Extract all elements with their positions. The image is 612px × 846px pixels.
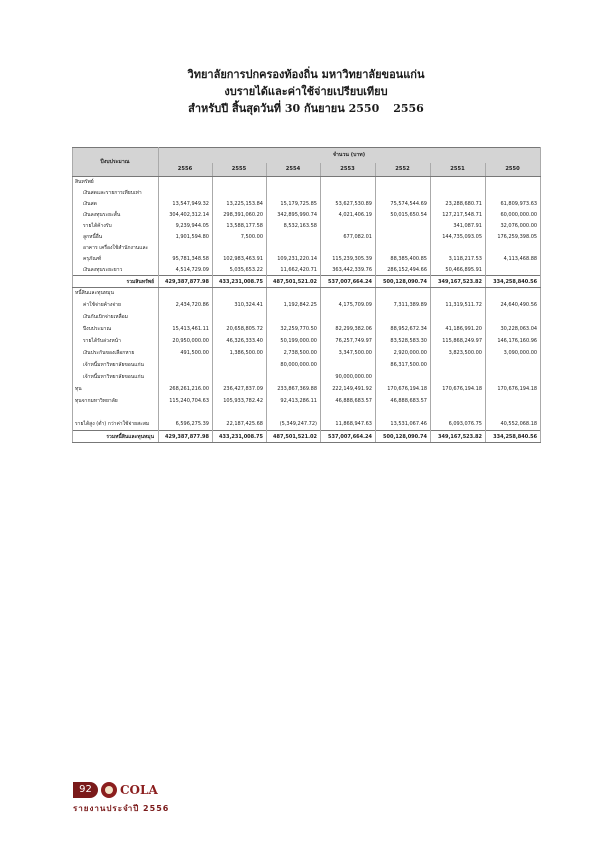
value-cell: 11,868,947.63 xyxy=(321,419,376,431)
section-heading-liabilities xyxy=(73,288,541,299)
value-cell: 92,413,286.11 xyxy=(267,395,321,407)
year-header: 2554 xyxy=(267,163,321,177)
value-cell: 222,149,491.92 xyxy=(321,383,376,395)
table-body xyxy=(73,177,541,443)
annual-report-caption: รายงานประจำปี 2556 xyxy=(73,804,170,813)
value-cell xyxy=(267,243,321,254)
table-row xyxy=(73,210,541,221)
value-cell: 76,257,749.97 xyxy=(321,335,376,347)
value-cell: 13,531,067.46 xyxy=(376,419,431,431)
value-cell xyxy=(486,177,541,188)
value-cell: 30,228,063.04 xyxy=(486,323,541,335)
row-label: ปีงบประมาณ xyxy=(73,323,159,335)
value-cell: 40,552,068.18 xyxy=(486,419,541,431)
value-cell: 334,258,840.56 xyxy=(486,276,541,288)
value-cell: 334,258,840.56 xyxy=(486,431,541,443)
value-cell xyxy=(213,311,267,323)
value-cell: 1,386,500.00 xyxy=(213,347,267,359)
value-cell xyxy=(267,288,321,299)
value-cell: 82,299,382.06 xyxy=(321,323,376,335)
value-cell: 491,500.00 xyxy=(159,347,213,359)
value-cell: 60,000,000.00 xyxy=(486,210,541,221)
value-cell xyxy=(159,407,213,419)
row-label: เจ้าหนี้มหาวิทยาลัยขอนแก่น xyxy=(73,359,159,371)
report-title xyxy=(0,66,612,117)
value-cell: 3,823,500.00 xyxy=(431,347,486,359)
value-cell: 32,259,770.50 xyxy=(267,323,321,335)
column-header-fiscal-year: ปีงบประมาณ xyxy=(73,148,159,177)
value-cell: 170,676,194.18 xyxy=(431,383,486,395)
value-cell: 349,167,523.82 xyxy=(431,276,486,288)
value-cell xyxy=(321,311,376,323)
value-cell: 115,240,704.63 xyxy=(159,395,213,407)
table-row xyxy=(73,265,541,276)
value-cell xyxy=(486,371,541,383)
value-cell: 4,021,406.19 xyxy=(321,210,376,221)
value-cell xyxy=(486,407,541,419)
row-label: เงินสดและรายการเทียบเท่า xyxy=(73,188,159,199)
value-cell: 50,199,000.00 xyxy=(267,335,321,347)
value-cell xyxy=(321,407,376,419)
value-cell: 429,387,877.98 xyxy=(159,431,213,443)
value-cell xyxy=(431,177,486,188)
surplus-row xyxy=(73,419,541,431)
value-cell: 80,000,000.00 xyxy=(267,359,321,371)
row-label: รวมหนี้สินและทุนหมุน xyxy=(73,431,159,443)
value-cell xyxy=(159,311,213,323)
value-cell: 500,128,090.74 xyxy=(376,431,431,443)
value-cell xyxy=(321,177,376,188)
table-row xyxy=(73,188,541,199)
row-label: ค่าใช้จ่ายค้างจ่าย xyxy=(73,299,159,311)
row-label: รายได้ค้างรับ xyxy=(73,221,159,232)
value-cell xyxy=(213,371,267,383)
value-cell: 53,627,530.89 xyxy=(321,199,376,210)
value-cell xyxy=(486,265,541,276)
value-cell: 11,662,420.71 xyxy=(267,265,321,276)
value-cell: 75,574,544.69 xyxy=(376,199,431,210)
value-cell xyxy=(486,311,541,323)
value-cell: 537,007,664.24 xyxy=(321,276,376,288)
financial-statement-table xyxy=(72,147,541,443)
value-cell: 50,466,895.91 xyxy=(431,265,486,276)
value-cell: 88,385,400.85 xyxy=(376,254,431,265)
value-cell xyxy=(213,177,267,188)
value-cell xyxy=(267,311,321,323)
value-cell: 2,434,720.86 xyxy=(159,299,213,311)
value-cell xyxy=(321,188,376,199)
value-cell: 61,809,973.63 xyxy=(486,199,541,210)
value-cell xyxy=(159,177,213,188)
value-cell xyxy=(213,359,267,371)
value-cell xyxy=(159,371,213,383)
table-row xyxy=(73,221,541,232)
value-cell xyxy=(376,232,431,243)
fund-row xyxy=(73,383,541,395)
table-row xyxy=(73,335,541,347)
title-period: สำหรับปี สิ้นสุดวันที่ 30 กันยายน 2550 xyxy=(188,102,380,115)
table-row xyxy=(73,232,541,243)
value-cell: 4,113,468.88 xyxy=(486,254,541,265)
value-cell xyxy=(159,243,213,254)
value-cell: 46,326,333.40 xyxy=(213,335,267,347)
value-cell xyxy=(431,288,486,299)
year-header: 2550 xyxy=(486,163,541,177)
value-cell: 20,658,805.72 xyxy=(213,323,267,335)
value-cell xyxy=(267,188,321,199)
value-cell: 3,090,000.00 xyxy=(486,347,541,359)
value-cell xyxy=(376,177,431,188)
value-cell: 286,152,494.66 xyxy=(376,265,431,276)
value-cell: 83,528,583.30 xyxy=(376,335,431,347)
value-cell xyxy=(159,359,213,371)
row-label: สินทรัพย์ xyxy=(73,177,159,188)
value-cell: 109,231,220.14 xyxy=(267,254,321,265)
value-cell xyxy=(431,243,486,254)
value-cell xyxy=(267,177,321,188)
value-cell: 487,501,521.02 xyxy=(267,431,321,443)
value-cell: 342,895,990.74 xyxy=(267,210,321,221)
value-cell: 95,781,348.58 xyxy=(159,254,213,265)
table-row xyxy=(73,371,541,383)
value-cell xyxy=(376,243,431,254)
value-cell: 341,087.91 xyxy=(431,221,486,232)
value-cell: 363,442,339.76 xyxy=(321,265,376,276)
column-header-amount: จำนวน (บาท) xyxy=(159,148,541,163)
value-cell: 144,735,093.05 xyxy=(431,232,486,243)
value-cell: 115,868,249.97 xyxy=(431,335,486,347)
value-cell xyxy=(267,371,321,383)
row-label: เงินกันเบิกจ่ายเหลื่อม xyxy=(73,311,159,323)
value-cell: 13,588,177.58 xyxy=(213,221,267,232)
value-cell xyxy=(267,407,321,419)
value-cell: 24,640,490.56 xyxy=(486,299,541,311)
value-cell xyxy=(321,359,376,371)
value-cell: 429,387,877.98 xyxy=(159,276,213,288)
value-cell xyxy=(321,221,376,232)
table-row xyxy=(73,299,541,311)
value-cell xyxy=(213,188,267,199)
row-label: เงินประกันของเลือกหาย xyxy=(73,347,159,359)
table-row xyxy=(73,243,541,254)
value-cell: 6,093,076.75 xyxy=(431,419,486,431)
value-cell: 20,950,000.00 xyxy=(159,335,213,347)
value-cell: 677,082.01 xyxy=(321,232,376,243)
value-cell: 2,738,500.00 xyxy=(267,347,321,359)
table-row xyxy=(73,347,541,359)
value-cell xyxy=(486,288,541,299)
value-cell: 3,347,500.00 xyxy=(321,347,376,359)
year-header: 2556 xyxy=(159,163,213,177)
value-cell xyxy=(213,288,267,299)
value-cell xyxy=(431,311,486,323)
section-heading-assets xyxy=(73,177,541,188)
value-cell: 176,259,398.05 xyxy=(486,232,541,243)
value-cell xyxy=(376,221,431,232)
table-row xyxy=(73,323,541,335)
value-cell: 102,983,463.91 xyxy=(213,254,267,265)
table-row xyxy=(73,254,541,265)
table-row xyxy=(73,199,541,210)
value-cell: 304,402,312.14 xyxy=(159,210,213,221)
value-cell: 23,288,680.71 xyxy=(431,199,486,210)
value-cell xyxy=(159,288,213,299)
row-label: ทุนจากมหาวิทยาลัย xyxy=(73,395,159,407)
value-cell: 2,920,000.00 xyxy=(376,347,431,359)
value-cell: 15,413,461.11 xyxy=(159,323,213,335)
value-cell: 46,888,683.57 xyxy=(376,395,431,407)
title-line-1: วิทยาลัยการปกครองท้องถิ่น มหาวิทยาลัยขอนแก่น xyxy=(187,68,425,81)
value-cell: 4,514,729.09 xyxy=(159,265,213,276)
value-cell: 105,933,782.42 xyxy=(213,395,267,407)
year-header: 2555 xyxy=(213,163,267,177)
value-cell: 170,676,194.18 xyxy=(376,383,431,395)
table-row xyxy=(73,311,541,323)
value-cell xyxy=(486,359,541,371)
value-cell xyxy=(376,407,431,419)
value-cell xyxy=(321,288,376,299)
value-cell: 433,231,008.75 xyxy=(213,276,267,288)
value-cell: 11,319,511.72 xyxy=(431,299,486,311)
row-label: ลูกหนี้อื่น xyxy=(73,232,159,243)
value-cell: 13,225,153.84 xyxy=(213,199,267,210)
value-cell: 9,239,944.05 xyxy=(159,221,213,232)
title-line-2: งบรายได้และค่าใช้จ่ายเปรียบเทียบ xyxy=(224,85,388,98)
row-label: รายได้สูง (ต่ำ) กว่าค่าใช้จ่ายสะสม xyxy=(73,419,159,431)
value-cell: 41,186,991.20 xyxy=(431,323,486,335)
assets-total-row xyxy=(73,276,541,288)
value-cell: 127,217,548.71 xyxy=(431,210,486,221)
value-cell: 22,187,425.68 xyxy=(213,419,267,431)
row-label: ทุน xyxy=(73,383,159,395)
value-cell: 487,501,521.02 xyxy=(267,276,321,288)
row-label: รายได้รับล่วงหน้า xyxy=(73,335,159,347)
value-cell xyxy=(431,407,486,419)
value-cell: 1,901,594.80 xyxy=(159,232,213,243)
value-cell xyxy=(431,188,486,199)
value-cell xyxy=(213,407,267,419)
year-header: 2553 xyxy=(321,163,376,177)
row-label: หนี้สินและทุนหมุน xyxy=(73,288,159,299)
value-cell: 7,311,389.89 xyxy=(376,299,431,311)
value-cell xyxy=(431,395,486,407)
row-label: เงินลงทุนระยะสั้น xyxy=(73,210,159,221)
value-cell xyxy=(213,243,267,254)
spacer-row xyxy=(73,407,541,419)
cola-logo: COLA xyxy=(120,783,158,797)
value-cell xyxy=(486,188,541,199)
value-cell: 268,261,216.00 xyxy=(159,383,213,395)
value-cell: 8,532,163.58 xyxy=(267,221,321,232)
value-cell: 349,167,523.82 xyxy=(431,431,486,443)
value-cell xyxy=(267,232,321,243)
value-cell xyxy=(431,359,486,371)
value-cell: 500,128,090.74 xyxy=(376,276,431,288)
year-header: 2551 xyxy=(431,163,486,177)
value-cell: 310,324.41 xyxy=(213,299,267,311)
value-cell: 88,952,672.34 xyxy=(376,323,431,335)
value-cell: 115,239,305.39 xyxy=(321,254,376,265)
value-cell: (5,349,247.72) xyxy=(267,419,321,431)
row-label: เงินสด xyxy=(73,199,159,210)
value-cell xyxy=(321,243,376,254)
page-number: 92 xyxy=(73,782,98,798)
value-cell xyxy=(159,188,213,199)
value-cell: 236,427,837.09 xyxy=(213,383,267,395)
value-cell xyxy=(486,243,541,254)
value-cell xyxy=(376,288,431,299)
value-cell xyxy=(376,371,431,383)
value-cell: 6,596,275.39 xyxy=(159,419,213,431)
table-row xyxy=(73,359,541,371)
title-end-year: 2556 xyxy=(393,102,424,115)
university-seal-icon xyxy=(101,782,117,798)
value-cell: 50,015,650.54 xyxy=(376,210,431,221)
value-cell: 233,867,369.88 xyxy=(267,383,321,395)
row-label: อาคาร เครื่องใช้สำนักงานและ xyxy=(73,243,159,254)
value-cell: 4,175,709.09 xyxy=(321,299,376,311)
value-cell: 32,076,000.00 xyxy=(486,221,541,232)
value-cell: 46,888,683.57 xyxy=(321,395,376,407)
title-line-3 xyxy=(0,100,612,117)
value-cell xyxy=(486,395,541,407)
value-cell: 90,000,000.00 xyxy=(321,371,376,383)
value-cell xyxy=(376,311,431,323)
value-cell: 3,118,217.53 xyxy=(431,254,486,265)
value-cell: 433,231,008.75 xyxy=(213,431,267,443)
value-cell xyxy=(431,371,486,383)
row-label: ครุภัณฑ์ xyxy=(73,254,159,265)
row-label: เงินลงทุนระยะยาว xyxy=(73,265,159,276)
value-cell: 170,676,194.18 xyxy=(486,383,541,395)
row-label xyxy=(73,407,159,419)
value-cell xyxy=(376,188,431,199)
value-cell: 86,317,500.00 xyxy=(376,359,431,371)
value-cell: 537,007,664.24 xyxy=(321,431,376,443)
value-cell: 13,547,949.32 xyxy=(159,199,213,210)
liabilities-total-row xyxy=(73,431,541,443)
value-cell: 1,192,842.25 xyxy=(267,299,321,311)
value-cell: 7,500.00 xyxy=(213,232,267,243)
row-label: รวมสินทรัพย์ xyxy=(73,276,159,288)
value-cell: 15,179,725.85 xyxy=(267,199,321,210)
value-cell: 146,176,160.96 xyxy=(486,335,541,347)
value-cell: 5,035,653.22 xyxy=(213,265,267,276)
value-cell: 298,391,060.20 xyxy=(213,210,267,221)
row-label: เจ้าหนี้มหาวิทยาลัยขอนแก่น xyxy=(73,371,159,383)
year-header: 2552 xyxy=(376,163,431,177)
page-footer xyxy=(73,782,183,818)
reserve-row xyxy=(73,395,541,407)
